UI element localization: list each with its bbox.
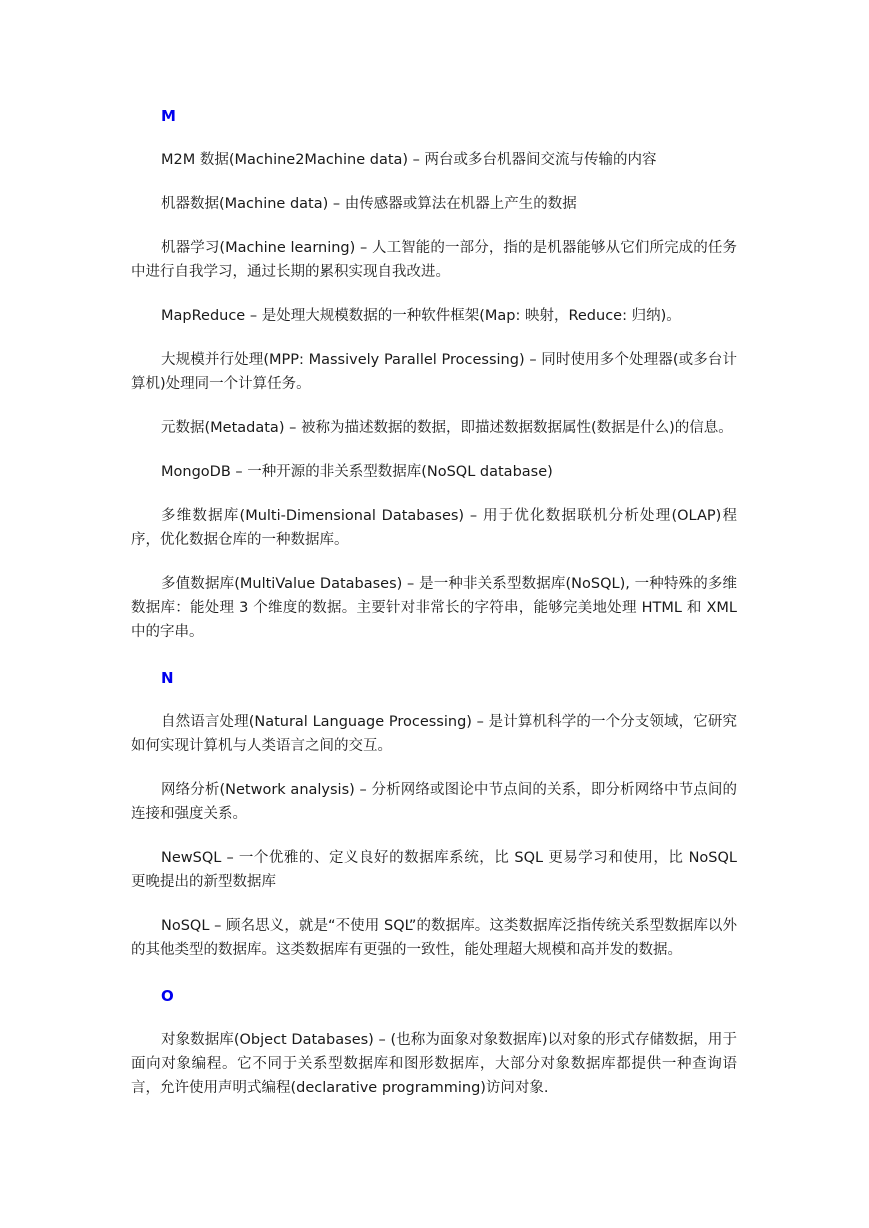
- section-m: [131, 104, 737, 644]
- glossary-page: [131, 104, 737, 1100]
- section-letter-n: N: [161, 669, 174, 687]
- entry-machine-data: 机器数据(Machine data) – 由传感器或算法在机器上产生的数据: [161, 196, 577, 212]
- entry-object-databases: 对象数据库(Object Databases) – (也称为面象对象数据库)以对象的形式存储数据，用于面向对象编程。它不同于关系型数据库和图形数据库，大部分对象数据库都提供一种查询语言，允许使用声明式编程(declarative programming)访问对象.: [131, 1032, 737, 1096]
- entry-nosql: NoSQL – 顾名思义，就是“不使用 SQL”的数据库。这类数据库泛指传统关系型数据库以外的其他类型的数据库。这类数据库有更强的一致性，能处理超大规模和高并发的数据。: [131, 918, 737, 958]
- entry-multi-dimensional-databases: 多维数据库(Multi-Dimensional Databases) – 用于优化数据联机分析处理(OLAP)程序，优化数据仓库的一种数据库。: [131, 508, 737, 548]
- entry-mapreduce: MapReduce – 是处理大规模数据的一种软件框架(Map: 映射，Reduce: 归纳)。: [161, 308, 681, 324]
- entry-machine-learning: 机器学习(Machine learning) – 人工智能的一部分，指的是机器能够从它们所完成的任务中进行自我学习，通过长期的累积实现自我改进。: [131, 240, 737, 280]
- entry-metadata: 元数据(Metadata) – 被称为描述数据的数据，即描述数据数据属性(数据是什么)的信息。: [161, 420, 733, 436]
- entry-mpp: 大规模并行处理(MPP: Massively Parallel Processing) – 同时使用多个处理器(或多台计算机)处理同一个计算任务。: [131, 352, 737, 392]
- entry-network-analysis: 网络分析(Network analysis) – 分析网络或图论中节点间的关系，即分析网络中节点间的连接和强度关系。: [131, 782, 737, 822]
- section-letter-m: M: [161, 107, 176, 125]
- entry-mongodb: MongoDB – 一种开源的非关系型数据库(NoSQL database): [161, 464, 553, 480]
- entry-m2m-data: M2M 数据(Machine2Machine data) – 两台或多台机器间交流与传输的内容: [161, 152, 657, 168]
- section-o: [131, 984, 737, 1100]
- section-n: [131, 666, 737, 962]
- section-letter-o: O: [161, 987, 174, 1005]
- entry-nlp: 自然语言处理(Natural Language Processing) – 是计算机科学的一个分支领域，它研究如何实现计算机与人类语言之间的交互。: [131, 714, 737, 754]
- entry-newsql: NewSQL – 一个优雅的、定义良好的数据库系统，比 SQL 更易学习和使用，比 NoSQL 更晚提出的新型数据库: [131, 850, 737, 890]
- entry-multivalue-databases: 多值数据库(MultiValue Databases) – 是一种非关系型数据库(NoSQL), 一种特殊的多维数据库：能处理 3 个维度的数据。主要针对非常长的字符串，能够完美地处理 HTML 和 XML 中的字串。: [131, 576, 737, 640]
